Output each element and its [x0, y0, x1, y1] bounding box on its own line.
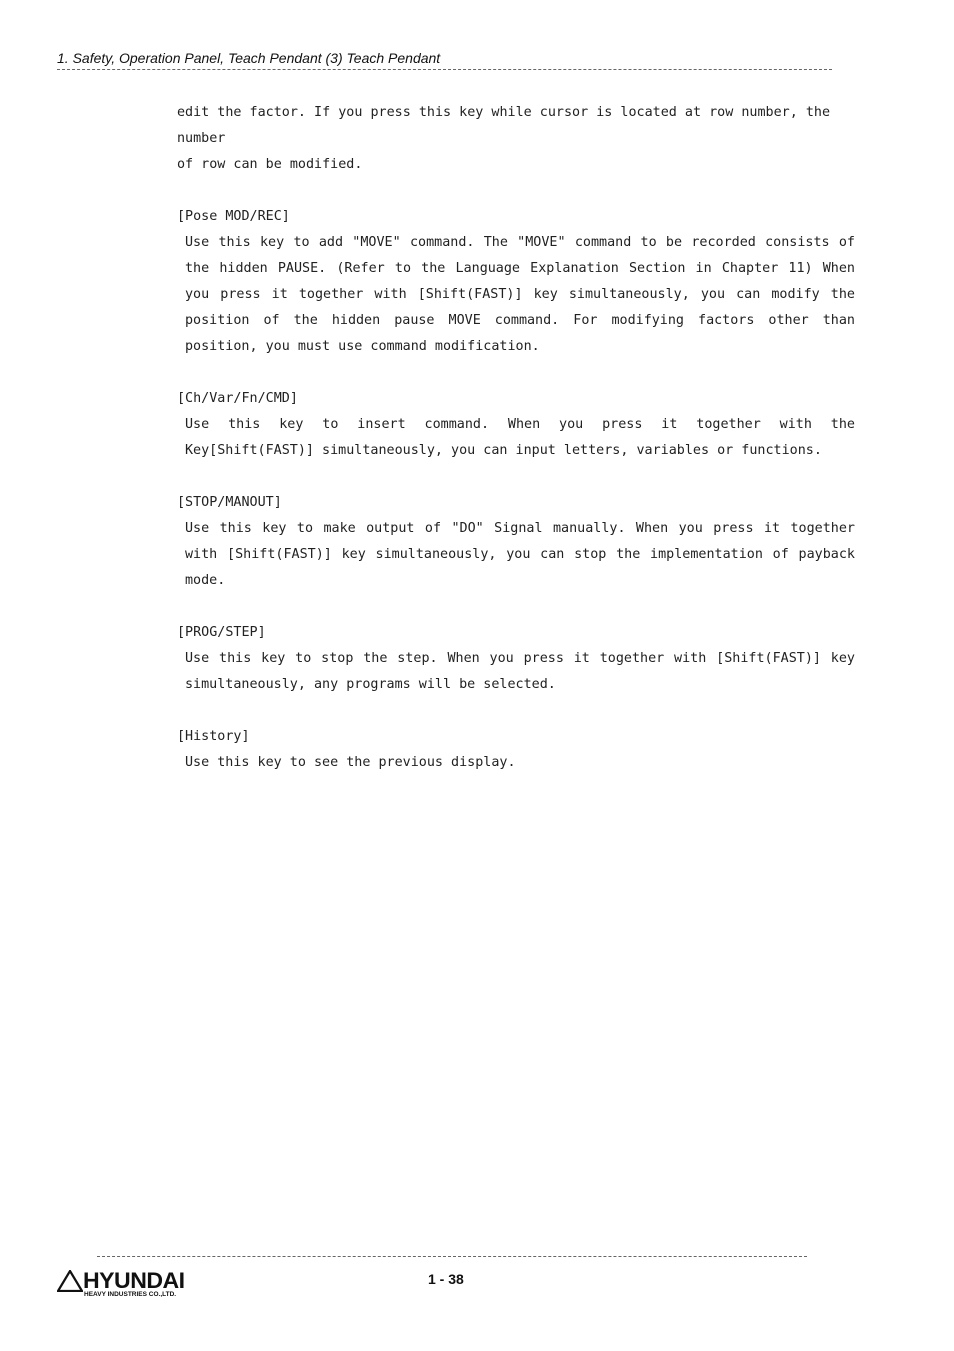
intro-line-1: edit the factor. If you press this key while cursor is located at row number, the number	[177, 105, 831, 146]
section-body: Use this key to see the previous display.	[185, 755, 516, 770]
section-title: [STOP/MANOUT]	[177, 495, 282, 510]
section-title: [PROG/STEP]	[177, 625, 266, 640]
page-number: 1 - 38	[428, 1271, 464, 1287]
section-title: [Ch/Var/Fn/CMD]	[177, 391, 298, 406]
footer-divider	[97, 1256, 807, 1257]
section-body: Use this key to make output of "DO" Signal manually. When you press it together with [Shift(FAST)] key simultaneously, you can stop the implementation of payback mode.	[185, 521, 855, 588]
section-title: [Pose MOD/REC]	[177, 209, 290, 224]
section-prog-step	[177, 620, 855, 698]
section-title: [History]	[177, 729, 250, 744]
section-body: Use this key to stop the step. When you press it together with [Shift(FAST)] key simultaneously, any programs will be selected.	[185, 651, 855, 692]
section-stop-manout	[177, 490, 855, 594]
section-body: Use this key to insert command. When you press it together with the Key[Shift(FAST)] simultaneously, you can input letters, variables or functions.	[185, 417, 855, 458]
document-body	[177, 100, 855, 776]
section-ch-var-fn-cmd	[177, 386, 855, 464]
section-history	[177, 724, 855, 776]
intro-line-2: of row can be modified.	[177, 157, 363, 172]
hyundai-logo	[57, 1268, 197, 1302]
intro-paragraph	[177, 100, 855, 178]
section-pose-mod-rec	[177, 204, 855, 360]
page-header-title: 1. Safety, Operation Panel, Teach Pendant (3) Teach Pendant	[57, 50, 441, 66]
hyundai-triangle-logo-icon	[57, 1270, 83, 1292]
logo-subtitle: HEAVY INDUSTRIES CO.,LTD.	[84, 1291, 177, 1298]
logo-wordmark: HYUNDAI	[83, 1268, 185, 1293]
header-divider	[57, 69, 832, 70]
section-body: Use this key to add "MOVE" command. The "MOVE" command to be recorded consists of the hidden PAUSE. (Refer to the Language Explanation Section in Chapter 11) When you press it together with [Shift(FAST)] key simultaneously, you can modify the position of the hidden pause MOVE command. For modifying factors other than position, you must use command modification.	[185, 235, 855, 354]
